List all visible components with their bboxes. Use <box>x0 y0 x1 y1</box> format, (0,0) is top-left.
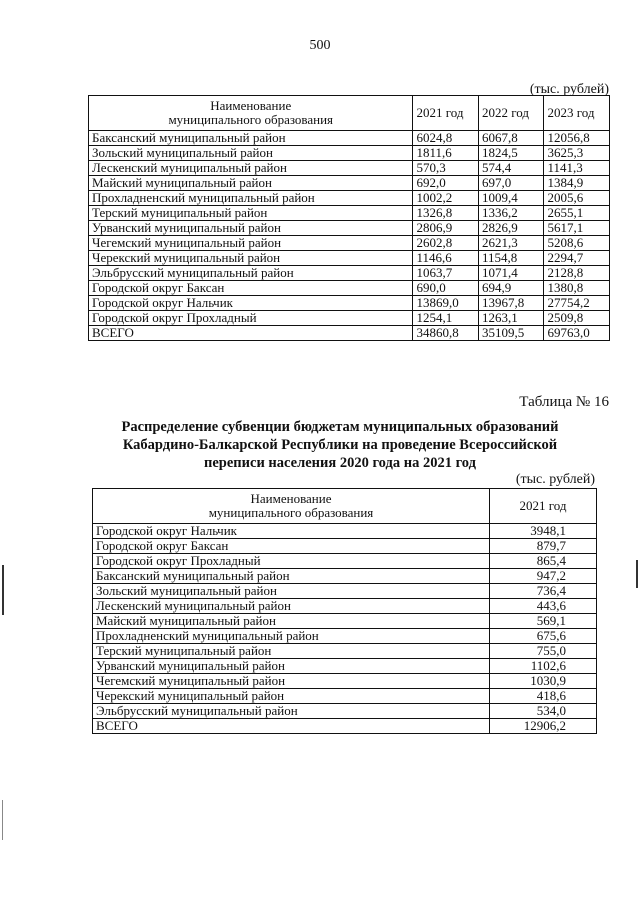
table2-cell-value: 755,0 <box>490 644 597 659</box>
table1-cell-value: 6067,8 <box>478 131 544 146</box>
table1-row <box>89 131 610 146</box>
table2-row <box>93 644 597 659</box>
table2-cell-value: 1102,6 <box>490 659 597 674</box>
table1-cell-value: 1009,4 <box>478 191 544 206</box>
table1-cell-name: Черекский муниципальный район <box>89 251 413 266</box>
table2-row <box>93 539 597 554</box>
table1-cell-name: Лескенский муниципальный район <box>89 161 413 176</box>
table2-cell-name: Прохладненский муниципальный район <box>93 629 490 644</box>
table2-row <box>93 569 597 584</box>
table1-cell-name: Городской округ Баксан <box>89 281 413 296</box>
table1-cell-value: 13967,8 <box>478 296 544 311</box>
table1-row <box>89 311 610 326</box>
table1-cell-value: 1811,6 <box>413 146 479 161</box>
table2-row <box>93 704 597 719</box>
table1-row <box>89 266 610 281</box>
table1-cell-value: 2602,8 <box>413 236 479 251</box>
table2-cell-name: Урванский муниципальный район <box>93 659 490 674</box>
table2-header-name <box>93 489 490 524</box>
table1-cell-value: 574,4 <box>478 161 544 176</box>
table2-row <box>93 554 597 569</box>
table2-heading-line: Кабардино-Балкарской Республики на проведение Всероссийской <box>122 437 558 453</box>
table1-row <box>89 221 610 236</box>
table1-cell-value: 1263,1 <box>478 311 544 326</box>
table2-cell-name: Городской округ Прохладный <box>93 554 490 569</box>
table1-cell-value: 1146,6 <box>413 251 479 266</box>
table2-cell-value: 736,4 <box>490 584 597 599</box>
table1-cell-value: 34860,8 <box>413 326 479 341</box>
table1-cell-value: 27754,2 <box>544 296 610 311</box>
table1-cell-value: 697,0 <box>478 176 544 191</box>
table1-cell-value: 2294,7 <box>544 251 610 266</box>
table2-row <box>93 674 597 689</box>
binding-mark <box>2 565 4 615</box>
table2-cell-name: Терский муниципальный район <box>93 644 490 659</box>
table2-cell-name: ВСЕГО <box>93 719 490 734</box>
table1-cell-name: Урванский муниципальный район <box>89 221 413 236</box>
table1-header-row <box>89 96 610 131</box>
table2-cell-value: 947,2 <box>490 569 597 584</box>
table1-cell-value: 2806,9 <box>413 221 479 236</box>
table2-header-year: 2021 год <box>490 489 597 524</box>
table2-cell-value: 1030,9 <box>490 674 597 689</box>
table1-header-name <box>89 96 413 131</box>
table2-row <box>93 524 597 539</box>
table1-cell-value: 1071,4 <box>478 266 544 281</box>
table1-header-year: 2021 год <box>413 96 479 131</box>
table1-unit: (тыс. рублей) <box>529 82 609 97</box>
table2-row <box>93 629 597 644</box>
table1-row <box>89 146 610 161</box>
table2-row <box>93 719 597 734</box>
table1-cell-value: 2128,8 <box>544 266 610 281</box>
table1-row <box>89 161 610 176</box>
table1-cell-value: 692,0 <box>413 176 479 191</box>
table2-unit: (тыс. рублей) <box>515 472 595 487</box>
table1-cell-value: 3625,3 <box>544 146 610 161</box>
table2-header-name-line2: муниципального образования <box>208 505 374 520</box>
table2-row <box>93 689 597 704</box>
table2-row <box>93 599 597 614</box>
table2-cell-value: 675,6 <box>490 629 597 644</box>
table1-header-year: 2022 год <box>478 96 544 131</box>
table1-cell-value: 1002,2 <box>413 191 479 206</box>
table2-cell-name: Зольский муниципальный район <box>93 584 490 599</box>
table2-heading <box>100 418 580 472</box>
table1-row <box>89 296 610 311</box>
table1-cell-name: Чегемский муниципальный район <box>89 236 413 251</box>
table2-heading-line: переписи населения 2020 года на 2021 год <box>204 455 476 471</box>
table1-cell-value: 35109,5 <box>478 326 544 341</box>
table1-cell-value: 570,3 <box>413 161 479 176</box>
table1-cell-value: 12056,8 <box>544 131 610 146</box>
table1-row <box>89 191 610 206</box>
table1-cell-name: Эльбрусский муниципальный район <box>89 266 413 281</box>
table1-cell-value: 1154,8 <box>478 251 544 266</box>
table2-cell-value: 534,0 <box>490 704 597 719</box>
table2-cell-value: 3948,1 <box>490 524 597 539</box>
table1 <box>88 95 610 341</box>
table2-cell-name: Городской округ Баксан <box>93 539 490 554</box>
binding-mark <box>636 560 638 588</box>
table1-cell-value: 1326,8 <box>413 206 479 221</box>
table1-row <box>89 236 610 251</box>
table1-cell-value: 1384,9 <box>544 176 610 191</box>
table1-cell-value: 1336,2 <box>478 206 544 221</box>
table1-row <box>89 206 610 221</box>
table2-cell-name: Городской округ Нальчик <box>93 524 490 539</box>
table2-row <box>93 659 597 674</box>
table1-cell-name: Городской округ Прохладный <box>89 311 413 326</box>
table1-cell-name: ВСЕГО <box>89 326 413 341</box>
table1-cell-value: 1380,8 <box>544 281 610 296</box>
table1-cell-name: Зольский муниципальный район <box>89 146 413 161</box>
table1-cell-value: 2655,1 <box>544 206 610 221</box>
table2-cell-name: Чегемский муниципальный район <box>93 674 490 689</box>
table2-row <box>93 614 597 629</box>
table1-cell-value: 690,0 <box>413 281 479 296</box>
table2-cell-value: 443,6 <box>490 599 597 614</box>
table2-header-name-line1: Наименование <box>250 491 332 506</box>
table2-cell-value: 865,4 <box>490 554 597 569</box>
table2-cell-name: Майский муниципальный район <box>93 614 490 629</box>
table1-cell-value: 13869,0 <box>413 296 479 311</box>
table2-cell-value: 879,7 <box>490 539 597 554</box>
table2-cell-name: Эльбрусский муниципальный район <box>93 704 490 719</box>
table1-cell-name: Прохладненский муниципальный район <box>89 191 413 206</box>
table1-cell-value: 2826,9 <box>478 221 544 236</box>
table1-row <box>89 251 610 266</box>
table2-label: Таблица № 16 <box>519 394 609 410</box>
table2-heading-line: Распределение субвенции бюджетам муниципальных образований <box>121 419 559 435</box>
table2-cell-value: 569,1 <box>490 614 597 629</box>
table1-cell-value: 2621,3 <box>478 236 544 251</box>
table1-row <box>89 176 610 191</box>
table1-row <box>89 281 610 296</box>
table1-cell-value: 2005,6 <box>544 191 610 206</box>
table1-cell-name: Баксанский муниципальный район <box>89 131 413 146</box>
table1-row <box>89 326 610 341</box>
table1-cell-value: 1141,3 <box>544 161 610 176</box>
table1-cell-value: 6024,8 <box>413 131 479 146</box>
table2-cell-value: 418,6 <box>490 689 597 704</box>
table1-header-year: 2023 год <box>544 96 610 131</box>
table1-header-name-line1: Наименование <box>210 98 292 113</box>
table2-row <box>93 584 597 599</box>
table1-cell-value: 69763,0 <box>544 326 610 341</box>
table2-cell-name: Лескенский муниципальный район <box>93 599 490 614</box>
table2-cell-name: Баксанский муниципальный район <box>93 569 490 584</box>
table2-cell-value: 12906,2 <box>490 719 597 734</box>
table1-cell-value: 1824,5 <box>478 146 544 161</box>
table1-cell-name: Городской округ Нальчик <box>89 296 413 311</box>
table1-cell-name: Майский муниципальный район <box>89 176 413 191</box>
table2 <box>92 488 597 734</box>
page-number: 500 <box>309 38 331 53</box>
table1-cell-value: 5617,1 <box>544 221 610 236</box>
table1-cell-value: 1063,7 <box>413 266 479 281</box>
table1-cell-value: 1254,1 <box>413 311 479 326</box>
binding-mark <box>2 800 3 840</box>
table1-cell-value: 694,9 <box>478 281 544 296</box>
table1-cell-value: 2509,8 <box>544 311 610 326</box>
table1-header-name-line2: муниципального образования <box>168 112 334 127</box>
table1-cell-value: 5208,6 <box>544 236 610 251</box>
table2-cell-name: Черекский муниципальный район <box>93 689 490 704</box>
table1-cell-name: Терский муниципальный район <box>89 206 413 221</box>
table2-header-row <box>93 489 597 524</box>
